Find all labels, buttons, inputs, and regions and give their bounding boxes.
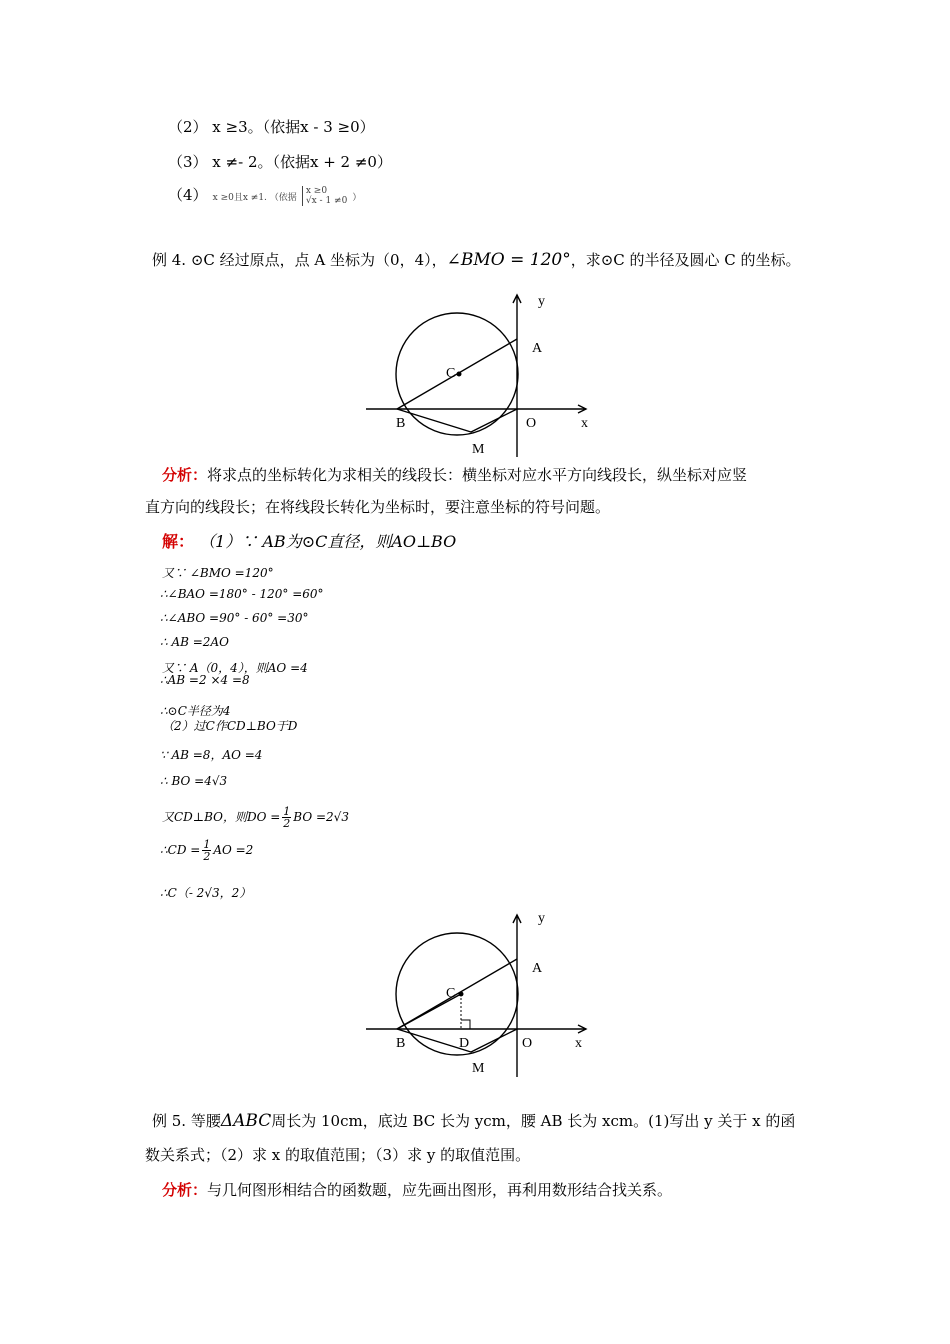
solution-step-3: ∴∠ABO =90° - 60° =30° (160, 611, 309, 625)
system-line-1: x ≥0 (305, 185, 328, 196)
solution-text-1: （1）∵ AB为⊙C直径，则AO⊥BO (199, 532, 457, 551)
label-m: M (472, 1061, 485, 1076)
solution-step-cd (160, 839, 253, 862)
solution-step-4: ∴ AB =2AO (160, 635, 229, 649)
condition-item-4-text: x ≥0且x ≠1. （依据 (212, 193, 297, 203)
label-y: y (538, 911, 545, 926)
example4-formula: ∠BMO = 120° (446, 250, 571, 270)
label-c: C (446, 366, 456, 381)
analysis-text: 与几何图形相结合的函数题，应先画出图形，再利用数形结合找关系。 (207, 1181, 673, 1199)
fraction-half (282, 806, 291, 829)
example5-text-before: 例 5. 等腰 (152, 1112, 221, 1130)
fraction-half (202, 839, 211, 862)
segment-mo (471, 1029, 517, 1052)
condition-item-2: （2） x ≥3。（依据x - 3 ≥0） (168, 118, 375, 136)
system-line-2: √x - 1 ≠0 (305, 195, 348, 206)
analysis-text-1: 将求点的坐标转化为求相关的线段长：横坐标对应水平方向线段长，纵坐标对应竖 (207, 466, 748, 484)
condition-item-4-close: ） (352, 193, 362, 203)
example4-text-after: ，求⊙C 的半径及圆心 C 的坐标。 (570, 251, 801, 269)
example5-text-after: 周长为 10cm，底边 BC 长为 ycm，腰 AB 长为 xcm。(1)写出 y 关于 x 的函 (271, 1112, 796, 1130)
label-a: A (532, 961, 543, 976)
solution-step-1: 又∵ ∠BMO =120° (162, 566, 274, 580)
solution-step-do (162, 806, 349, 829)
analysis-label: 分析： (162, 1181, 208, 1199)
condition-item-4-number: （4） (168, 186, 208, 204)
label-c: C (446, 986, 456, 1001)
example4-statement (152, 249, 801, 270)
label-x: x (581, 416, 588, 431)
segment-bm (397, 409, 471, 432)
example4-analysis-line1 (162, 464, 747, 485)
figure-1-diagram (360, 285, 600, 465)
step-do-suffix: BO =2√3 (293, 810, 349, 824)
right-angle-marker (461, 1020, 470, 1029)
label-o: O (526, 416, 537, 431)
label-b: B (396, 1036, 406, 1051)
example5-statement-line2: 数关系式；（2）求 x 的取值范围；（3）求 y 的取值范围。 (145, 1146, 531, 1164)
solution-step-8: （2）过C作CD⊥BO于D (162, 719, 298, 733)
solution-step-5: 又∵ A（0，4），则AO =4 (162, 661, 308, 675)
label-x: x (575, 1036, 582, 1051)
fraction-numerator: 1 (283, 805, 291, 818)
step-do-prefix: 又CD⊥BO，则DO = (162, 810, 281, 824)
example4-text-before: 例 4. ⊙C 经过原点，点 A 坐标为（0，4）， (152, 251, 447, 269)
label-o: O (522, 1036, 533, 1051)
condition-item-4-system (302, 186, 347, 206)
condition-item-3: （3） x ≠- 2。（依据x + 2 ≠0） (168, 153, 392, 171)
label-m: M (472, 442, 485, 457)
solution-label: 解： (162, 532, 195, 551)
step-cd-prefix: ∴CD = (160, 843, 201, 857)
figure-2-diagram (360, 905, 600, 1085)
fraction-denominator: 2 (283, 817, 291, 830)
solution-step-9: ∵ AB =8，AO =4 (160, 748, 263, 762)
example4-analysis-line2: 直方向的线段长；在将线段长转化为坐标时，要注意坐标的符号问题。 (145, 498, 611, 516)
solution-step-6: ∴AB =2 ×4 =8 (160, 673, 250, 687)
label-y: y (538, 294, 545, 309)
fraction-denominator: 2 (203, 850, 211, 863)
example5-analysis (162, 1179, 672, 1200)
analysis-label: 分析： (162, 466, 208, 484)
segment-mo (471, 409, 517, 432)
label-d: D (459, 1036, 470, 1051)
center-point-c (457, 372, 462, 377)
condition-item-4 (168, 184, 361, 206)
label-a: A (532, 341, 543, 356)
solution-step-final: ∴C（- 2√3，2） (160, 886, 252, 900)
example5-formula: ΔABC (220, 1111, 272, 1131)
label-b: B (396, 416, 406, 431)
center-point-c (459, 992, 464, 997)
solution-step-10: ∴ BO =4√3 (160, 774, 228, 788)
solution-step-7: ∴⊙C半径为4 (160, 704, 231, 718)
step-cd-suffix: AO =2 (213, 843, 254, 857)
example5-statement-line1 (152, 1110, 795, 1131)
fraction-numerator: 1 (203, 838, 211, 851)
solution-step-2: ∴∠BAO =180° - 120° =60° (160, 587, 324, 601)
example4-solution-line1 (162, 529, 456, 552)
